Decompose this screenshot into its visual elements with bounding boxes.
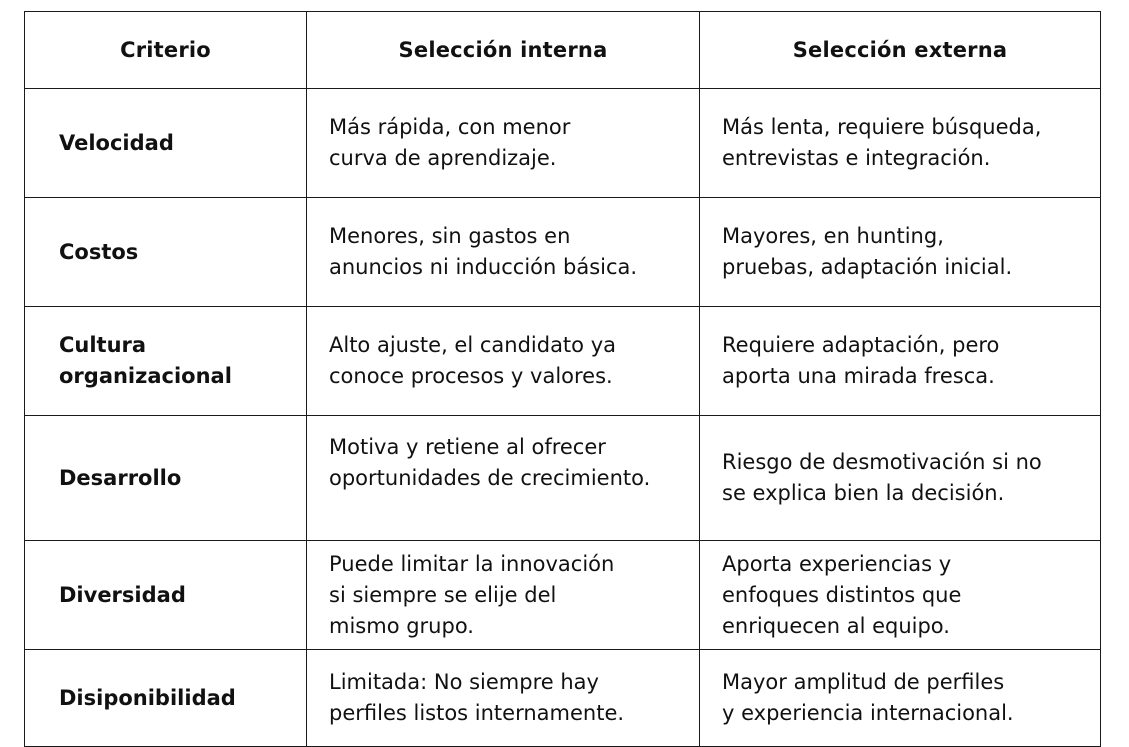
criterio-cell: Costos (25, 198, 307, 307)
cell-line: curva de aprendizaje. (329, 146, 557, 170)
header-row (25, 12, 1101, 89)
cell-line: Motiva y retiene al ofrecer (329, 435, 606, 459)
cell-line: se explica bien la decisión. (722, 481, 1005, 505)
cell-line: enriquecen al equipo. (722, 613, 950, 638)
cell-line: y experiencia internacional. (722, 701, 1014, 725)
cell-line: Aporta experiencias y (722, 551, 952, 576)
interna-cell (307, 307, 700, 416)
cell-line: Puede limitar la innovación (329, 551, 615, 576)
criterio-cell: Desarrollo (25, 416, 307, 541)
criterio-cell: Diversidad (25, 541, 307, 650)
interna-cell (307, 650, 700, 747)
table-row (25, 541, 1101, 650)
comparison-table (24, 11, 1101, 747)
externa-cell (700, 198, 1101, 307)
criterio-cell (25, 307, 307, 416)
externa-cell (700, 89, 1101, 198)
cell-line: Cultura (59, 333, 147, 357)
externa-cell (700, 307, 1101, 416)
cell-line: mismo grupo. (329, 613, 474, 638)
cell-line: aporta una mirada fresca. (722, 364, 995, 388)
table-row (25, 198, 1101, 307)
cell-line: pruebas, adaptación inicial. (722, 255, 1013, 279)
cell-line: Limitada: No siempre hay (329, 670, 599, 694)
table-row (25, 89, 1101, 198)
externa-cell (700, 541, 1101, 650)
interna-cell (307, 198, 700, 307)
externa-cell (700, 650, 1101, 747)
cell-line: entrevistas e integración. (722, 146, 991, 170)
header-seleccion-interna: Selección interna (307, 12, 700, 89)
cell-line: Riesgo de desmotivación si no (722, 450, 1042, 474)
table-row (25, 307, 1101, 416)
interna-cell (307, 416, 700, 541)
cell-line: Más rápida, con menor (329, 115, 571, 139)
cell-line: si siempre se elije del (329, 582, 557, 607)
cell-line: conoce procesos y valores. (329, 364, 613, 388)
cell-line: Alto ajuste, el candidato ya (329, 333, 616, 357)
cell-line: anuncios ni inducción básica. (329, 255, 638, 279)
cell-line: Menores, sin gastos en (329, 224, 571, 248)
cell-line: Mayor amplitud de perfiles (722, 670, 1005, 694)
criterio-cell: Velocidad (25, 89, 307, 198)
cell-line: enfoques distintos que (722, 582, 962, 607)
criterio-cell: Disiponibilidad (25, 650, 307, 747)
table-row (25, 416, 1101, 541)
externa-cell (700, 416, 1101, 541)
header-criterio: Criterio (25, 12, 307, 89)
cell-line: oportunidades de crecimiento. (329, 466, 651, 490)
cell-line: Más lenta, requiere búsqueda, (722, 115, 1042, 139)
cell-line: Mayores, en hunting, (722, 224, 944, 248)
table-row (25, 650, 1101, 747)
cell-line: organizacional (59, 364, 232, 388)
cell-line: Requiere adaptación, pero (722, 333, 1000, 357)
interna-cell (307, 89, 700, 198)
interna-cell (307, 541, 700, 650)
header-seleccion-externa: Selección externa (700, 12, 1101, 89)
cell-line: perfiles listos internamente. (329, 701, 625, 725)
